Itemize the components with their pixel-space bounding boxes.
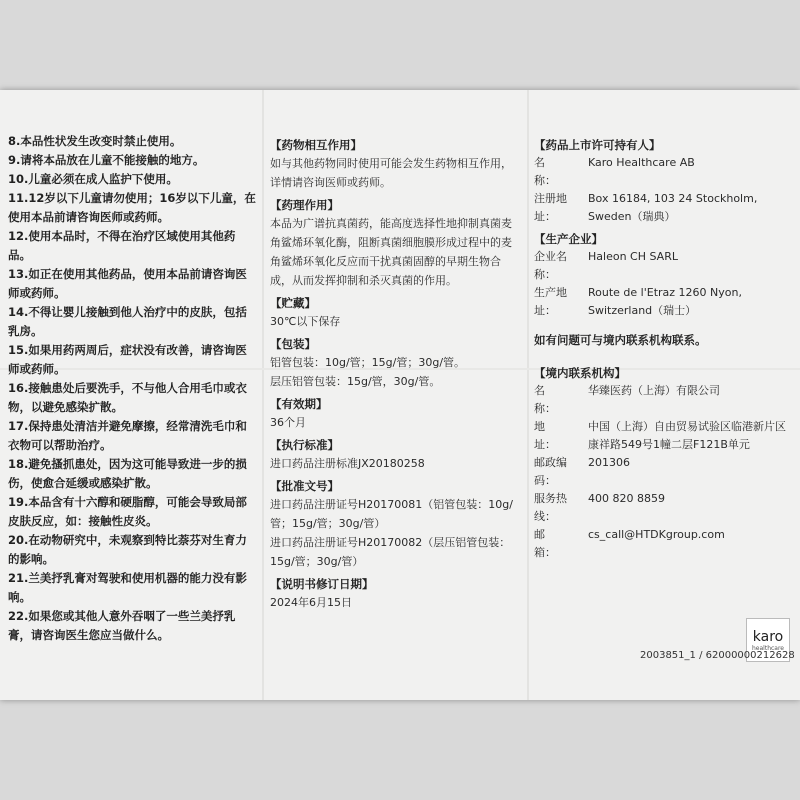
standard-heading: 【执行标准】 (270, 438, 339, 452)
validity-body: 36个月 (270, 416, 306, 429)
pharmacology-body: 本品为广谱抗真菌药，能高度选择性地抑制真菌麦角鲨烯环氧化酶，阻断真菌细胞膜形成过程中的麦角鲨烯环氧化反应而干扰真菌固醇的早期生物合成，从而发挥抑制和杀灭真菌的作用。 (270, 217, 512, 287)
domestic-name: 名 称： 华臻医药（上海）有限公司 (534, 384, 720, 415)
precaution-item: 8.本品性状发生改变时禁止使用。 (8, 134, 182, 148)
package-line: 铝管包装：10g/管；15g/管；30g/管。 (270, 356, 466, 369)
precaution-item: 10.儿童必须在成人监护下使用。 (8, 172, 178, 186)
interaction-body: 如与其他药物同时使用可能会发生药物相互作用，详情请咨询医师或药师。 (270, 157, 512, 189)
precaution-item: 18.避免搔抓患处，因为这可能导致进一步的损伤，使愈合延缓或感染扩散。 (8, 457, 247, 490)
revision-body: 2024年6月15日 (270, 596, 352, 609)
revision-heading: 【说明书修订日期】 (270, 577, 374, 591)
precaution-item: 19.本品含有十六醇和硬脂醇，可能会导致局部皮肤反应，如：接触性皮炎。 (8, 495, 247, 528)
pharmacology-heading: 【药理作用】 (270, 198, 339, 212)
holder-name: 名 称： Karo Healthcare AB (534, 156, 695, 187)
precaution-item: 15.如果用药两周后，症状没有改善，请咨询医师或药师。 (8, 343, 247, 376)
precaution-item: 9.请将本品放在儿童不能接触的地方。 (8, 153, 205, 167)
standard-body: 进口药品注册标准JX20180258 (270, 457, 425, 470)
precaution-item: 17.保持患处清洁并避免摩擦，经常清洗毛巾和衣物可以帮助治疗。 (8, 419, 247, 452)
precaution-item: 14.不得让婴儿接触到他人治疗中的皮肤，包括乳房。 (8, 305, 247, 338)
drug-info-column (270, 132, 520, 612)
storage-body: 30℃以下保存 (270, 315, 341, 328)
karo-logo: karo healthcare (746, 618, 790, 662)
leaflet-sheet (0, 90, 800, 700)
manufacturer-name: 企业名称： Haleon CH SARL (534, 250, 678, 281)
fold-line (262, 90, 264, 700)
print-code: 2003851_1 / 62000000212628 (640, 650, 795, 661)
domestic-zip: 邮政编码： 201306 (534, 456, 630, 487)
approval-line: 进口药品注册证号H20170082（层压铝管包装：15g/管；30g/管） (270, 536, 511, 568)
package-line: 层压铝管包装：15g/管，30g/管。 (270, 375, 441, 388)
precaution-item: 16.接触患处后要洗手，不与他人合用毛巾或衣物，以避免感染扩散。 (8, 381, 247, 414)
fold-line (527, 90, 529, 700)
company-info-column (534, 132, 792, 562)
approval-heading: 【批准文号】 (270, 479, 339, 493)
precautions-column (8, 132, 256, 645)
package-heading: 【包装】 (270, 337, 316, 351)
precaution-item: 20.在动物研究中，未观察到特比萘芬对生育力的影响。 (8, 533, 247, 566)
domestic-address: 地 址： 中国（上海）自由贸易试验区临港新片区康祥路549号1幢二层F121B单元 (534, 420, 786, 451)
precaution-item: 11.12岁以下儿童请勿使用；16岁以下儿童，在使用本品前请咨询医师或药师。 (8, 191, 256, 224)
precaution-item: 22.如果您或其他人意外吞咽了一些兰美抒乳膏，请咨询医生您应当做什么。 (8, 609, 236, 642)
interaction-heading: 【药物相互作用】 (270, 138, 362, 152)
manufacturer-heading: 【生产企业】 (534, 232, 603, 246)
contact-note: 如有问题可与境内联系机构联系。 (534, 333, 707, 347)
precaution-item: 13.如正在使用其他药品，使用本品前请咨询医师或药师。 (8, 267, 247, 300)
holder-heading: 【药品上市许可持有人】 (534, 138, 661, 152)
precaution-item: 21.兰美抒乳膏对驾驶和使用机器的能力没有影响。 (8, 571, 247, 604)
validity-heading: 【有效期】 (270, 397, 328, 411)
storage-heading: 【贮藏】 (270, 296, 316, 310)
domestic-email: 邮 箱： cs_call@HTDKgroup.com (534, 528, 725, 559)
domestic-heading: 【境内联系机构】 (534, 366, 626, 380)
manufacturer-address: 生产地址： Route de l'Etraz 1260 Nyon, Switzerland（瑞士） (534, 286, 742, 317)
holder-address: 注册地址： Box 16184, 103 24 Stockholm, Sweden（瑞典） (534, 192, 758, 223)
approval-line: 进口药品注册证号H20170081（铝管包装：10g/管；15g/管；30g/管） (270, 498, 513, 530)
domestic-phone: 服务热线： 400 820 8859 (534, 492, 665, 523)
precaution-item: 12.使用本品时，不得在治疗区域使用其他药品。 (8, 229, 236, 262)
